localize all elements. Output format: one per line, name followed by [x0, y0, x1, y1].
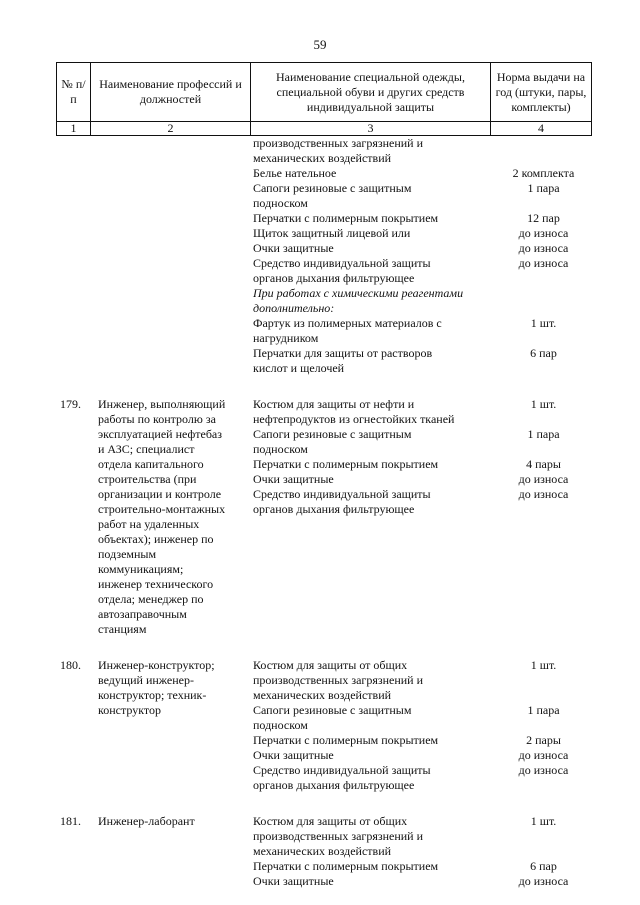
- list-item: Сапоги резиновые с защитным подноском 1 пара: [253, 703, 560, 732]
- header-index: 2: [91, 122, 251, 136]
- list-item: Очки защитные до износа: [253, 748, 569, 762]
- row-number: [56, 136, 98, 376]
- list-item: Средство индивидуальной защиты органов дыхания фильтрующее до износа: [253, 256, 569, 285]
- row-number: 181.: [60, 814, 81, 828]
- list-item: Перчатки с полимерным покрытием 2 пары: [253, 733, 561, 747]
- row-number: 179.: [60, 397, 81, 411]
- list-item: Фартук из полимерных материалов с нагрудником 1 шт.: [253, 316, 557, 345]
- list-item: Сапоги резиновые с защитным подноском 1 пара: [253, 181, 560, 210]
- header-index: 1: [57, 122, 91, 136]
- list-item: Очки защитные до износа: [253, 874, 569, 888]
- list-item: Белье нательное 2 комплекта: [253, 166, 575, 180]
- list-item: Перчатки для защиты от растворов кислот и щелочей 6 пар: [253, 346, 557, 375]
- table-row: [56, 136, 591, 376]
- list-item: Сапоги резиновые с защитным подноском 1 пара: [253, 427, 560, 456]
- list-item: Перчатки с полимерным покрытием 12 пар: [253, 211, 560, 225]
- table-row: [56, 397, 591, 637]
- row-items: [253, 658, 591, 793]
- table-row: [56, 814, 591, 889]
- list-item: Средство индивидуальной защиты органов дыхания фильтрующее до износа: [253, 763, 569, 792]
- row-profession: Инженер-лаборант: [98, 814, 195, 828]
- page-number: 59: [313, 37, 327, 52]
- row-profession: Инженер, выполняющий работы по контролю за эксплуатацией нефтебаз и АЗС; специалист отдела капитального строительства (при организации и контроле строительно-монтажных работ на удаленных объектах); инженер по подземным коммуникациям; инженер технического отдела; менеджер по автозаправочным станциям: [98, 397, 226, 636]
- row-items: [253, 397, 591, 637]
- header-col-profession: Наименование профессий и должностей: [91, 63, 251, 122]
- row-items: [253, 136, 591, 376]
- header-index: 3: [251, 122, 491, 136]
- list-item: Перчатки с полимерным покрытием 4 пары: [253, 457, 561, 471]
- row-profession: [98, 136, 253, 376]
- list-item: Очки защитные до износа: [253, 472, 569, 486]
- list-item: Костюм для защиты от общих производственных загрязнений и механических воздействий 1 шт.: [253, 658, 557, 702]
- header-index: 4: [491, 122, 592, 136]
- list-item: Щиток защитный лицевой или до износа: [253, 226, 569, 240]
- row-number: 180.: [60, 658, 81, 672]
- row-items: [253, 814, 591, 889]
- table-row: [56, 658, 591, 793]
- header-col-norm: Норма выдачи на год (штуки, пары, комплекты): [491, 63, 592, 122]
- list-item: Очки защитные до износа: [253, 241, 569, 255]
- table-header: [56, 62, 592, 136]
- list-item: Средство индивидуальной защиты органов дыхания фильтрующее до износа: [253, 487, 569, 516]
- list-item: производственных загрязнений и механических воздействий: [253, 136, 424, 165]
- header-col-equipment: Наименование специальной одежды, специальной обуви и других средств индивидуальной защиты: [251, 63, 491, 122]
- list-item: Перчатки с полимерным покрытием 6 пар: [253, 859, 557, 873]
- table-body: [56, 136, 591, 889]
- list-item: При работах с химическими реагентами дополнительно:: [253, 286, 464, 315]
- list-item: Костюм для защиты от общих производственных загрязнений и механических воздействий 1 шт.: [253, 814, 557, 858]
- row-profession: Инженер-конструктор; ведущий инженер- конструктор; техник- конструктор: [98, 658, 215, 717]
- list-item: Костюм для защиты от нефти и нефтепродуктов из огнестойких тканей 1 шт.: [253, 397, 557, 426]
- header-col-number: № п/п: [57, 63, 91, 122]
